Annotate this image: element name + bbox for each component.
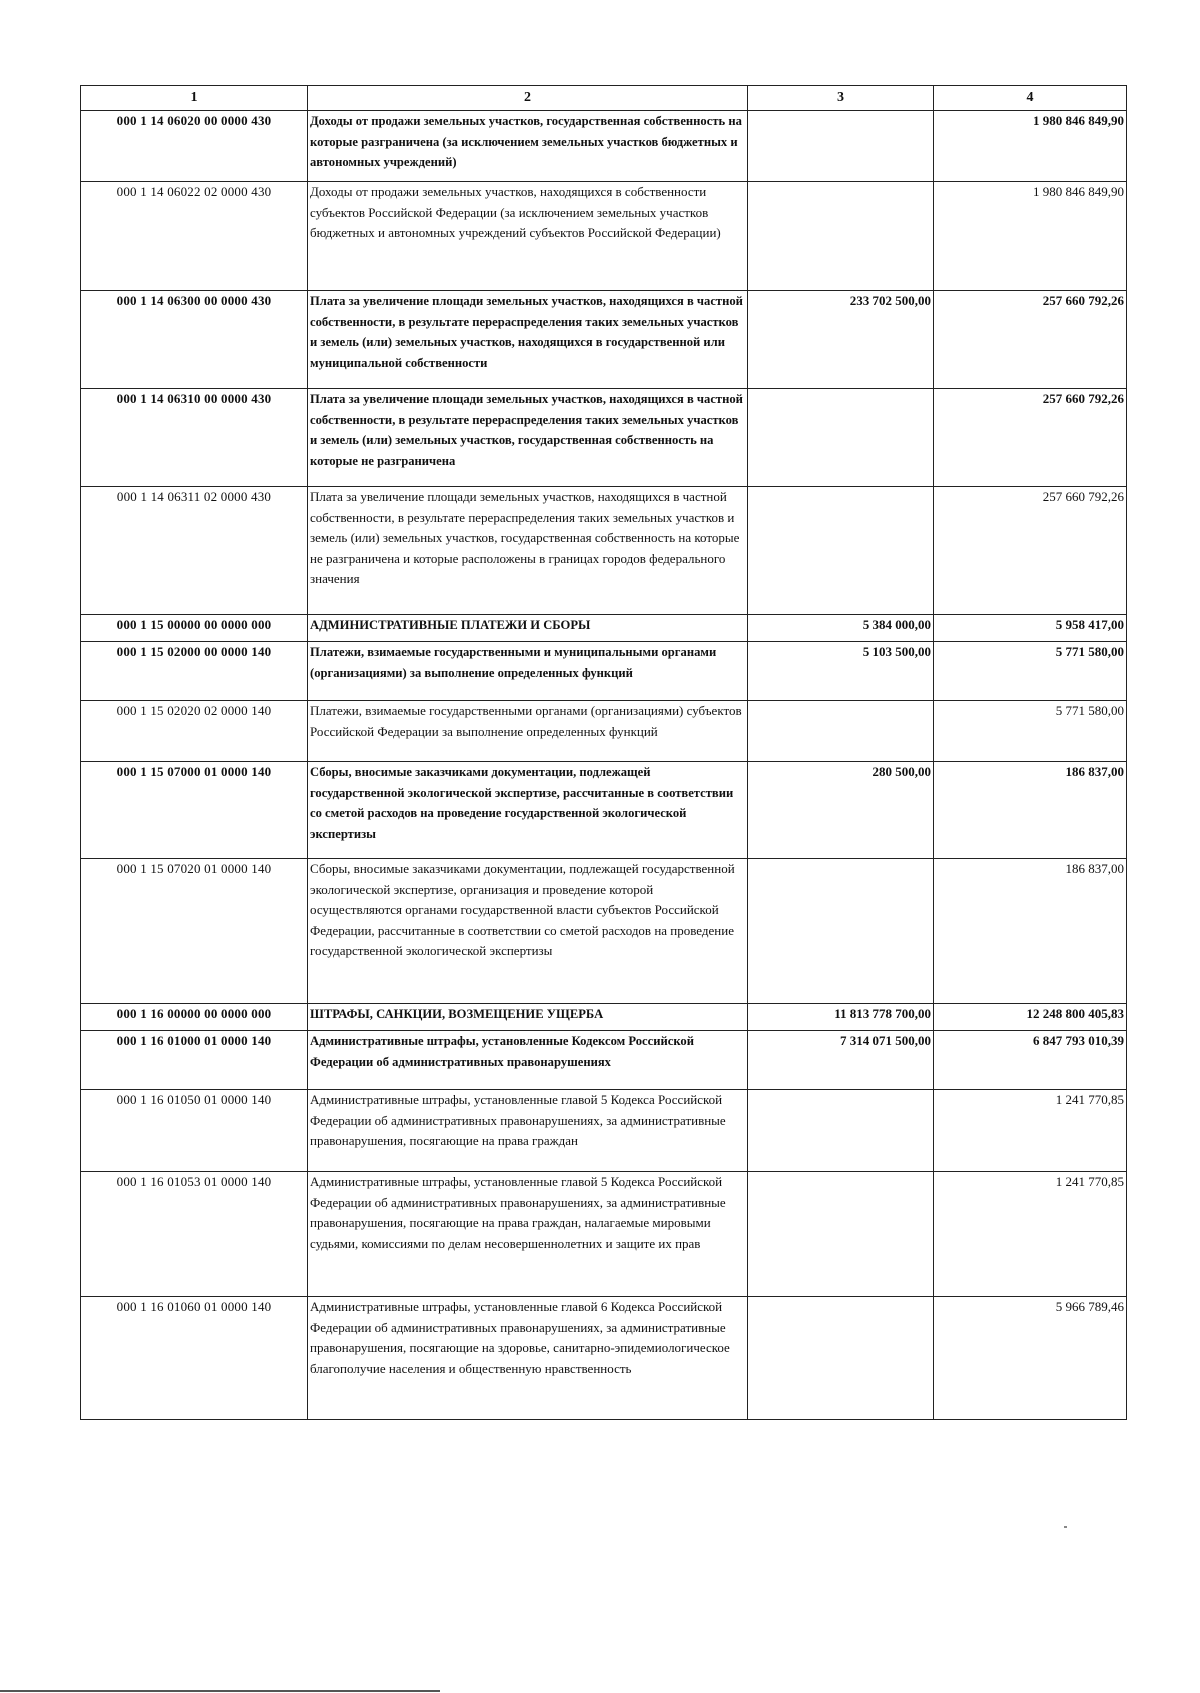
row-plan-amount — [748, 859, 934, 1004]
row-name: Плата за увеличение площади земельных участков, находящихся в частной собственности, в результате перераспределения таких земельных участков и земель (или) земельных участков, находящихся в государственной или муниципальной собственности — [308, 291, 748, 389]
table-row — [81, 111, 1127, 182]
row-code: 000 1 14 06311 02 0000 430 — [81, 487, 308, 615]
table-row — [81, 762, 1127, 859]
table-row — [81, 615, 1127, 642]
row-actual-amount: 186 837,00 — [934, 762, 1127, 859]
row-plan-amount — [748, 182, 934, 291]
header-cell-4: 4 — [934, 86, 1127, 111]
table-row — [81, 859, 1127, 1004]
row-plan-amount — [748, 487, 934, 615]
row-actual-amount: 1 241 770,85 — [934, 1090, 1127, 1172]
row-plan-amount: 5 384 000,00 — [748, 615, 934, 642]
scan-speck — [1064, 1526, 1067, 1528]
header-cell-2: 2 — [308, 86, 748, 111]
row-name: Административные штрафы, установленные Кодексом Российской Федерации об административных правонарушениях — [308, 1031, 748, 1090]
row-actual-amount: 6 847 793 010,39 — [934, 1031, 1127, 1090]
row-code: 000 1 16 01053 01 0000 140 — [81, 1172, 308, 1297]
row-plan-amount: 11 813 778 700,00 — [748, 1004, 934, 1031]
row-code: 000 1 14 06310 00 0000 430 — [81, 389, 308, 487]
table-row — [81, 1090, 1127, 1172]
table-row — [81, 1297, 1127, 1420]
table-row — [81, 389, 1127, 487]
row-code: 000 1 15 07000 01 0000 140 — [81, 762, 308, 859]
row-plan-amount — [748, 389, 934, 487]
row-actual-amount: 1 241 770,85 — [934, 1172, 1127, 1297]
row-name: Сборы, вносимые заказчиками документации, подлежащей государственной экологической экспертизе, рассчитанные в соответствии со сметой расходов на проведение государственной экологической экспертизы — [308, 762, 748, 859]
header-cell-1: 1 — [81, 86, 308, 111]
row-plan-amount — [748, 1090, 934, 1172]
revenue-table — [80, 85, 1127, 1420]
table-row — [81, 1172, 1127, 1297]
row-plan-amount: 5 103 500,00 — [748, 642, 934, 701]
table-row — [81, 701, 1127, 762]
table-row — [81, 291, 1127, 389]
row-name: ШТРАФЫ, САНКЦИИ, ВОЗМЕЩЕНИЕ УЩЕРБА — [308, 1004, 748, 1031]
table-row — [81, 1031, 1127, 1090]
row-name: Административные штрафы, установленные главой 6 Кодекса Российской Федерации об административных правонарушениях, за административные правонарушения, посягающие на здоровье, санитарно-эпидемиологическое благополучие населения и общественную нравственность — [308, 1297, 748, 1420]
row-name: Платежи, взимаемые государственными органами (организациями) субъектов Российской Федерации за выполнение определенных функций — [308, 701, 748, 762]
row-name: АДМИНИСТРАТИВНЫЕ ПЛАТЕЖИ И СБОРЫ — [308, 615, 748, 642]
row-name: Доходы от продажи земельных участков, государственная собственность на которые разграничена (за исключением земельных участков бюджетных и автономных учреждений) — [308, 111, 748, 182]
row-name: Доходы от продажи земельных участков, находящихся в собственности субъектов Российской Федерации (за исключением земельных участков бюджетных и автономных учреждений субъектов Российской Федерации) — [308, 182, 748, 291]
row-plan-amount — [748, 701, 934, 762]
row-actual-amount: 257 660 792,26 — [934, 487, 1127, 615]
row-name: Платежи, взимаемые государственными и муниципальными органами (организациями) за выполнение определенных функций — [308, 642, 748, 701]
table-row — [81, 182, 1127, 291]
row-name: Плата за увеличение площади земельных участков, находящихся в частной собственности, в результате перераспределения таких земельных участков и земель (или) земельных участков, государственная собственность на которые не разграничена и которые расположены в границах городов федерального значения — [308, 487, 748, 615]
row-actual-amount: 1 980 846 849,90 — [934, 182, 1127, 291]
table-row — [81, 1004, 1127, 1031]
row-code: 000 1 14 06300 00 0000 430 — [81, 291, 308, 389]
row-plan-amount: 7 314 071 500,00 — [748, 1031, 934, 1090]
row-plan-amount — [748, 1297, 934, 1420]
row-name: Сборы, вносимые заказчиками документации, подлежащей государственной экологической экспертизе, организация и проведение которой осуществляются органами государственной власти субъектов Российской Федерации, рассчитанные в соответствии со сметой расходов на проведение государственной экологической экспертизы — [308, 859, 748, 1004]
header-cell-3: 3 — [748, 86, 934, 111]
row-code: 000 1 15 02000 00 0000 140 — [81, 642, 308, 701]
row-actual-amount: 5 958 417,00 — [934, 615, 1127, 642]
row-actual-amount: 257 660 792,26 — [934, 291, 1127, 389]
row-code: 000 1 16 01060 01 0000 140 — [81, 1297, 308, 1420]
row-code: 000 1 16 00000 00 0000 000 — [81, 1004, 308, 1031]
row-name: Административные штрафы, установленные главой 5 Кодекса Российской Федерации об административных правонарушениях, за административные правонарушения, посягающие на права граждан, налагаемые мировыми судьями, комиссиями по делам несовершеннолетних и защите их прав — [308, 1172, 748, 1297]
row-code: 000 1 15 02020 02 0000 140 — [81, 701, 308, 762]
row-actual-amount: 12 248 800 405,83 — [934, 1004, 1127, 1031]
table-body — [81, 111, 1127, 1420]
row-actual-amount: 5 771 580,00 — [934, 701, 1127, 762]
row-code: 000 1 15 00000 00 0000 000 — [81, 615, 308, 642]
scan-edge-line — [0, 1690, 440, 1692]
row-plan-amount — [748, 1172, 934, 1297]
table-row — [81, 487, 1127, 615]
table-row — [81, 642, 1127, 701]
row-code: 000 1 15 07020 01 0000 140 — [81, 859, 308, 1004]
row-name: Плата за увеличение площади земельных участков, находящихся в частной собственности, в результате перераспределения таких земельных участков и земель (или) земельных участков, государственная собственность на которые не разграничена — [308, 389, 748, 487]
row-actual-amount: 186 837,00 — [934, 859, 1127, 1004]
row-plan-amount: 233 702 500,00 — [748, 291, 934, 389]
row-code: 000 1 16 01050 01 0000 140 — [81, 1090, 308, 1172]
row-actual-amount: 5 966 789,46 — [934, 1297, 1127, 1420]
row-code: 000 1 14 06020 00 0000 430 — [81, 111, 308, 182]
row-plan-amount — [748, 111, 934, 182]
row-actual-amount: 1 980 846 849,90 — [934, 111, 1127, 182]
row-code: 000 1 14 06022 02 0000 430 — [81, 182, 308, 291]
row-name: Административные штрафы, установленные главой 5 Кодекса Российской Федерации об административных правонарушениях, за административные правонарушения, посягающие на права граждан — [308, 1090, 748, 1172]
row-actual-amount: 257 660 792,26 — [934, 389, 1127, 487]
row-code: 000 1 16 01000 01 0000 140 — [81, 1031, 308, 1090]
row-plan-amount: 280 500,00 — [748, 762, 934, 859]
header-row — [81, 86, 1127, 111]
row-actual-amount: 5 771 580,00 — [934, 642, 1127, 701]
